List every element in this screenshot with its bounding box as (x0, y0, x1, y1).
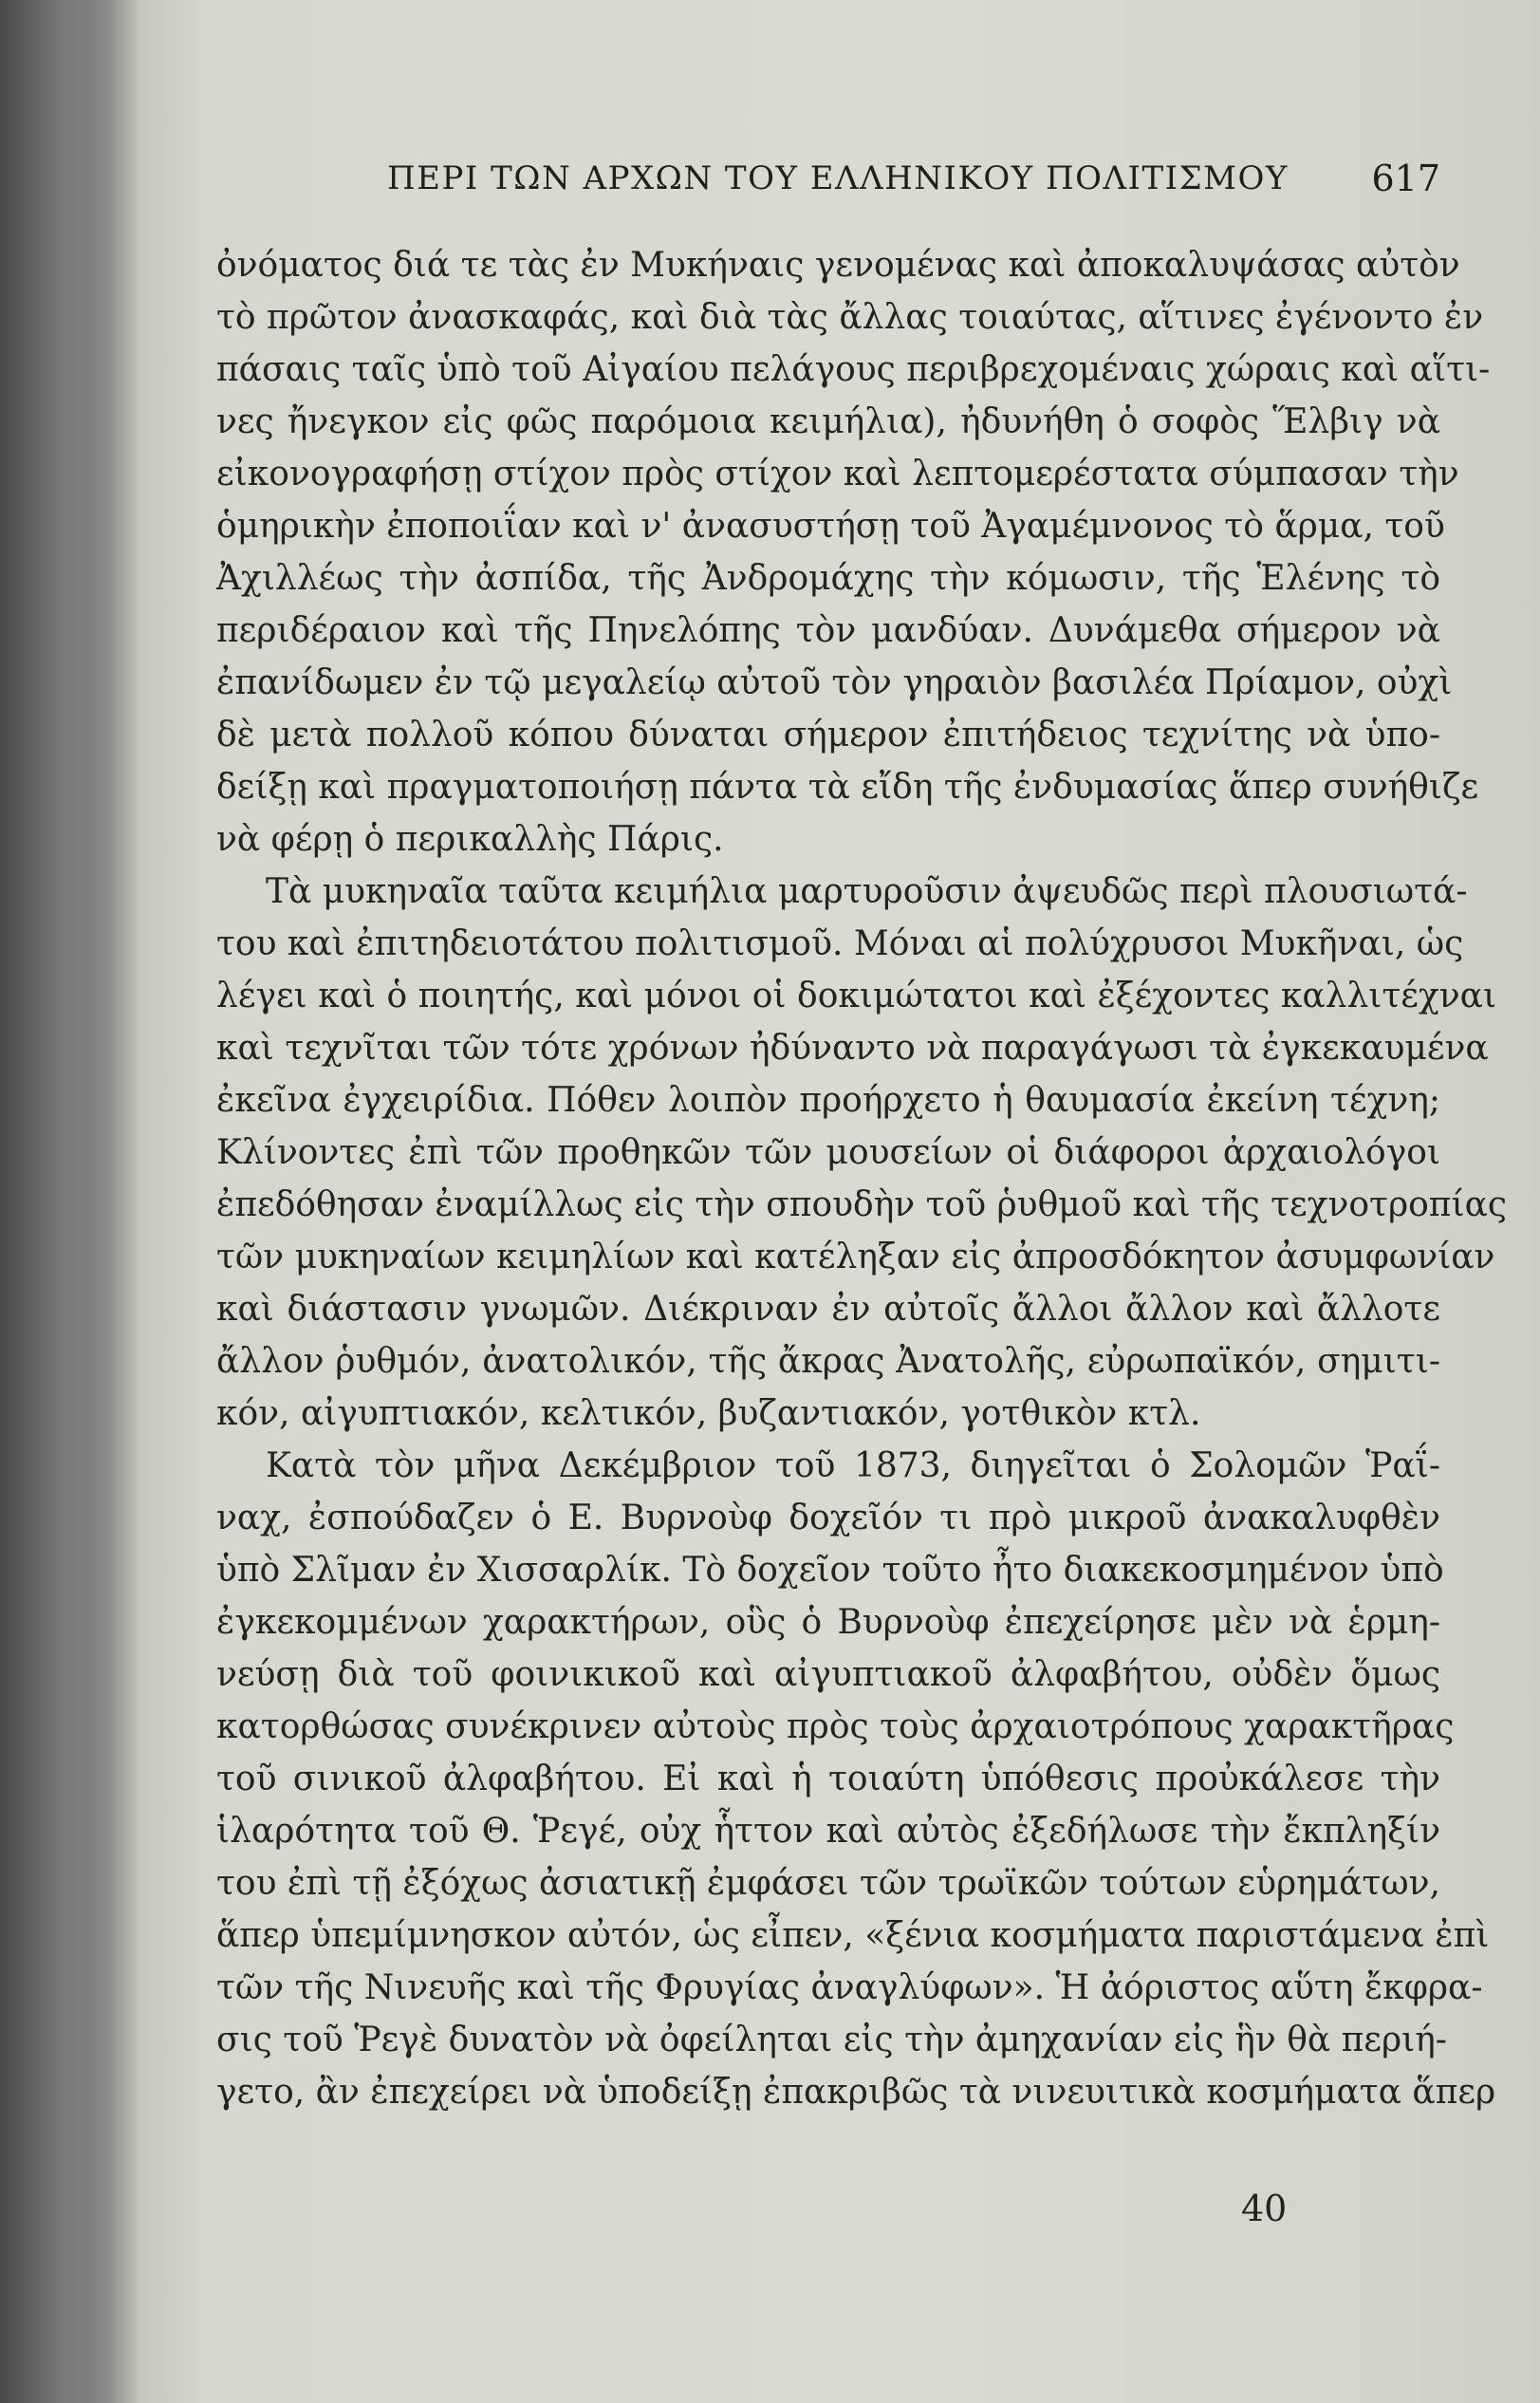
text-line: τοῦ σινικοῦ ἀλφαβήτου. Εἰ καὶ ἡ τοιαύτη ὑπόθεσις προὐκάλεσε τὴν (216, 1760, 1440, 1798)
text-line: νεύσῃ διὰ τοῦ φοινικικοῦ καὶ αἰγυπτιακοῦ ἀλφαβήτου, οὐδὲν ὅμως (216, 1655, 1440, 1694)
text-line: ὁμηρικὴν ἐποποιΐαν καὶ ν' ἀνασυστήσῃ τοῦ Ἀγαμέμνονος τὸ ἅρμα, τοῦ (216, 507, 1445, 546)
text-line: δείξῃ καὶ πραγματοποιήσῃ πάντα τὰ εἴδη τῆς ἐνδυμασίας ἅπερ συνήθιζε (216, 768, 1479, 807)
text-line: Κλίνοντες ἐπὶ τῶν προθηκῶν τῶν μουσείων οἱ διάφοροι ἀρχαιολόγοι (216, 1133, 1440, 1172)
text-line: Ἀχιλλέως τὴν ἀσπίδα, τῆς Ἀνδρομάχης τὴν κόμωσιν, τῆς Ἑλένης τὸ (216, 559, 1440, 598)
text-line: Κατὰ τὸν μῆνα Δεκέμβριον τοῦ 1873, διηγεῖται ὁ Σολομῶν Ῥαΐ- (266, 1446, 1440, 1485)
text-line: του καὶ ἐπιτηδειοτάτου πολιτισμοῦ. Μόναι αἱ πολύχρυσοι Μυκῆναι, ὡς (216, 924, 1464, 963)
running-head (216, 159, 1440, 216)
text-line: κόν, αἰγυπτιακόν, κελτικόν, βυζαντιακόν, γοτθικὸν κτλ. (216, 1394, 1201, 1433)
text-line: του ἐπὶ τῇ ἐξόχως ἀσιατικῇ ἐμφάσει τῶν τρωϊκῶν τούτων εὑρημάτων, (216, 1864, 1440, 1903)
running-title: ΠΕΡΙ ΤΩΝ ΑΡΧΩΝ ΤΟΥ ΕΛΛΗΝΙΚΟΥ ΠΟΛΙΤΙΣΜΟΥ (387, 159, 1289, 197)
text-line: ὀνόματος διά τε τὰς ἐν Μυκήναις γενομένας καὶ ἀποκαλυψάσας αὐτὸν (216, 246, 1460, 285)
paragraph (216, 239, 1491, 866)
book-spine-shadow (0, 0, 142, 2403)
paragraph (216, 1440, 1496, 2118)
text-line: πάσαις ταῖς ὑπὸ τοῦ Αἰγαίου πελάγους περιβρεχομέναις χώραις καὶ αἵτι- (216, 350, 1491, 389)
text-line: ἐπανίδωμεν ἐν τῷ μεγαλείῳ αὐτοῦ τὸν γηραιὸν βασιλέα Πρίαμον, οὐχὶ (216, 663, 1453, 702)
text-line: τῶν μυκηναίων κειμηλίων καὶ κατέληξαν εἰς ἀπροσδόκητον ἀσυμφωνίαν (216, 1238, 1495, 1276)
text-line: τῶν τῆς Νινευῆς καὶ τῆς Φρυγίας ἀναγλύφων». Ἡ ἀόριστος αὕτη ἔκφρα- (216, 1968, 1483, 2007)
text-line: τὸ πρῶτον ἀνασκαφάς, καὶ διὰ τὰς ἄλλας τοιαύτας, αἵτινες ἐγένοντο ἐν (216, 298, 1484, 337)
body-text (216, 239, 1508, 2118)
text-line: εἰκονογραφήσῃ στίχον πρὸς στίχον καὶ λεπτομερέστατα σύμπασαν τὴν (216, 455, 1459, 494)
text-line: νες ἤνεγκον εἰς φῶς παρόμοια κειμήλια), ἠδυνήθη ὁ σοφὸς Ἕλβιγ νὰ (216, 402, 1440, 441)
text-line: καὶ διάστασιν γνωμῶν. Διέκριναν ἐν αὐτοῖς ἄλλοι ἄλλον καὶ ἄλλοτε (216, 1290, 1440, 1329)
page-number: 617 (1371, 158, 1440, 199)
text-line: ἐκεῖνα ἐγχειρίδια. Πόθεν λοιπὸν προήρχετο ἡ θαυμασία ἐκείνη τέχνη; (216, 1081, 1440, 1120)
paragraph (216, 866, 1508, 1440)
text-line: κατορθώσας συνέκρινεν αὐτοὺς πρὸς τοὺς ἀρχαιοτρόπους χαρακτῆρας (216, 1707, 1455, 1746)
signature-mark: 40 (1241, 2188, 1288, 2229)
text-line: γετο, ἂν ἐπεχείρει νὰ ὑποδείξῃ ἐπακριβῶς τὰ νινευιτικὰ κοσμήματα ἅπερ (216, 2073, 1496, 2112)
text-line: σις τοῦ Ῥεγὲ δυνατὸν νὰ ὀφείληται εἰς τὴν ἀμηχανίαν εἰς ἣν θὰ περιή- (216, 2021, 1447, 2059)
text-line: ναχ, ἐσπούδαζεν ὁ Ε. Βυρνοὺφ δοχεῖόν τι πρὸ μικροῦ ἀνακαλυφθὲν (216, 1499, 1440, 1537)
text-line: περιδέραιον καὶ τῆς Πηνελόπης τὸν μανδύαν. Δυνάμεθα σήμερον νὰ (216, 611, 1440, 650)
text-line: λέγει καὶ ὁ ποιητής, καὶ μόνοι οἱ δοκιμώτατοι καὶ ἐξέχοντες καλλιτέχναι (216, 977, 1497, 1015)
text-line: Τὰ μυκηναῖα ταῦτα κειμήλια μαρτυροῦσιν ἀψευδῶς περὶ πλουσιωτά- (266, 872, 1468, 911)
text-line: ἐπεδόθησαν ἐναμίλλως εἰς τὴν σπουδὴν τοῦ ῥυθμοῦ καὶ τῆς τεχνοτροπίας (216, 1185, 1508, 1224)
text-line: ἐγκεκομμένων χαρακτήρων, οὓς ὁ Βυρνοὺφ ἐπεχείρησε μὲν νὰ ἑρμη- (216, 1603, 1440, 1642)
text-line: ὑπὸ Σλῖμαν ἐν Χισσαρλίκ. Τὸ δοχεῖον τοῦτο ἦτο διακεκοσμημένον ὑπὸ (216, 1551, 1444, 1590)
text-line: ἄλλον ῥυθμόν, ἀνατολικόν, τῆς ἄκρας Ἀνατολῆς, εὐρωπαϊκόν, σημιτι- (216, 1342, 1440, 1381)
book-page (216, 142, 1508, 2392)
text-line: καὶ τεχνῖται τῶν τότε χρόνων ἠδύναντο νὰ παραγάγωσι τὰ ἐγκεκαυμένα (216, 1029, 1489, 1068)
text-line: δὲ μετὰ πολλοῦ κόπου δύναται σήμερον ἐπιτήδειος τεχνίτης νὰ ὑπο- (216, 716, 1440, 754)
text-line: ἱλαρότητα τοῦ Θ. Ῥεγέ, οὐχ ἧττον καὶ αὐτὸς ἐξεδήλωσε τὴν ἔκπληξίν (216, 1812, 1440, 1851)
text-line: νὰ φέρῃ ὁ περικαλλὴς Πάρις. (216, 820, 724, 859)
text-line: ἅπερ ὑπεμίμνησκον αὐτόν, ὡς εἶπεν, «ξένια κοσμήματα παριστάμενα ἐπὶ (216, 1916, 1490, 1955)
